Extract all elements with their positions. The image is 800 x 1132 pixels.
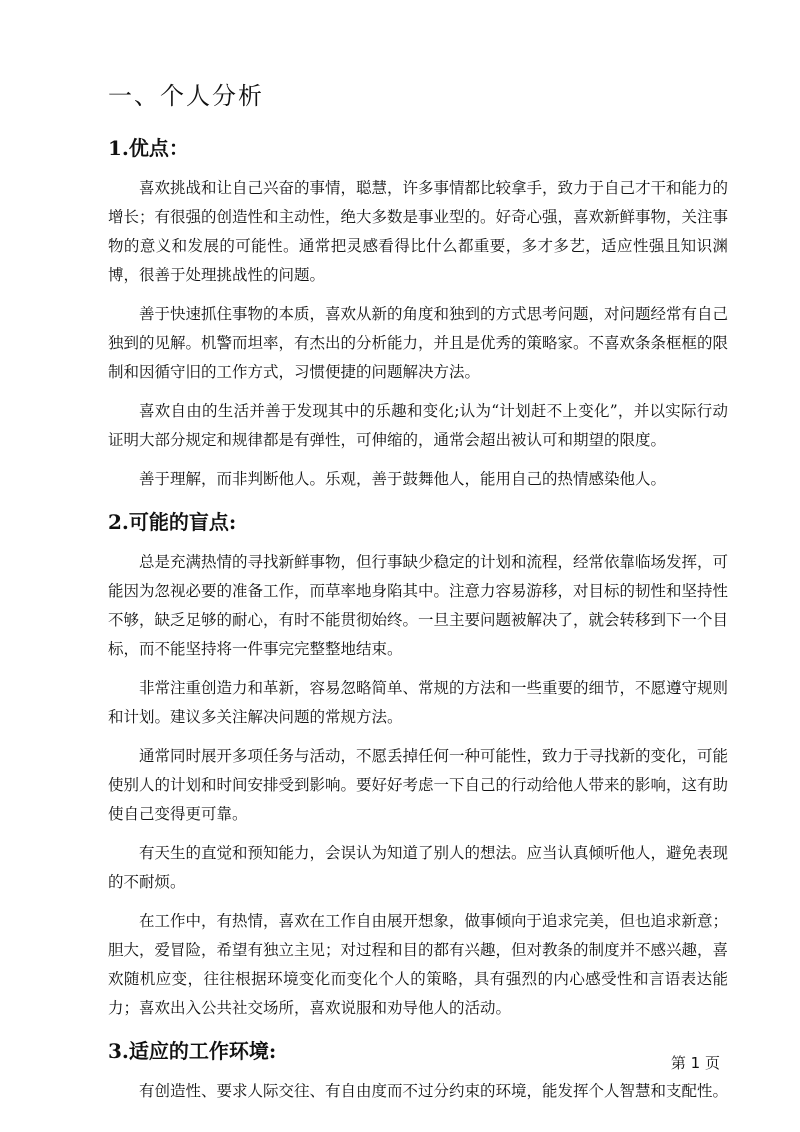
paragraph: 喜欢挑战和让自己兴奋的事情，聪慧，许多事情都比较拿手，致力于自己才干和能力的增长；有很强的创造性和主动性，绝大多数是事业型的。好奇心强，喜欢新鲜事物，关注事物的意义和发展的可能性。通常把灵感看得比什么都重要，多才多艺，适应性强且知识渊博，很善于处理挑战性的问题。: [108, 179, 729, 284]
paragraph: 喜欢自由的生活并善于发现其中的乐趣和变化;认为“计划赶不上变化”，并以实际行动证明大部分规定和规律都是有弹性，可伸缩的，通常会超出被认可和期望的限度。: [108, 402, 728, 449]
section-heading: 1.优点：: [108, 136, 189, 160]
section-heading: 2.可能的盲点:: [108, 510, 237, 534]
paragraph: 有创造性、要求人际交往、有自由度而不过分约束的环境，能发挥个人智慧和支配性。: [139, 1082, 729, 1100]
paragraph: 善于快速抓住事物的本质，喜欢从新的角度和独到的方式思考问题，对问题经常有自己独到的见解。机警而坦率，有杰出的分析能力，并且是优秀的策略家。不喜欢条条框框的限制和因循守旧的工作方式，习惯便捷的问题解决方法。: [108, 305, 729, 381]
section-work-environment: [108, 1033, 728, 1106]
section-heading: 3.适应的工作环境:: [108, 1039, 277, 1063]
document-body: [108, 76, 728, 1116]
paragraph: 善于理解，而非判断他人。乐观，善于鼓舞他人，能用自己的热情感染他人。: [139, 470, 667, 488]
page-title: 一、个人分析: [108, 82, 264, 110]
section-strengths: [108, 130, 728, 494]
paragraph: 通常同时展开多项任务与活动，不愿丢掉任何一种可能性，致力于寻找新的变化，可能使别人的计划和时间安排受到影响。要好好考虑一下自己的行动给他人带来的影响，这有助使自己变得更可靠。: [108, 747, 729, 823]
paragraph: 总是充满热情的寻找新鲜事物，但行事缺少稳定的计划和流程，经常依靠临场发挥，可能因为忽视必要的准备工作，而草率地身陷其中。注意力容易游移，对目标的韧性和坚持性不够，缺乏足够的耐心，有时不能贯彻始终。一旦主要问题被解决了，就会转移到下一个目标，而不能坚持将一件事完完整整地结束。: [108, 553, 729, 658]
paragraph: 有天生的直觉和预知能力，会误认为知道了别人的想法。应当认真倾听他人，避免表现的不耐烦。: [108, 844, 729, 891]
paragraph: 在工作中，有热情，喜欢在工作自由展开想象，做事倾向于追求完美，但也追求新意；胆大，爱冒险，希望有独立主见；对过程和目的都有兴趣，但对教条的制度并不感兴趣，喜欢随机应变，往往根据环境变化而变化个人的策略，具有强烈的内心感受性和言语表达能力；喜欢出入公共社交场所，喜欢说服和劝导他人的活动。: [108, 912, 729, 1017]
page-number: 第 1 页: [670, 1054, 720, 1072]
paragraph: 非常注重创造力和革新，容易忽略简单、常规的方法和一些重要的细节，不愿遵守规则和计划。建议多关注解决问题的常规方法。: [108, 679, 729, 726]
section-blind-spots: [108, 504, 728, 1023]
